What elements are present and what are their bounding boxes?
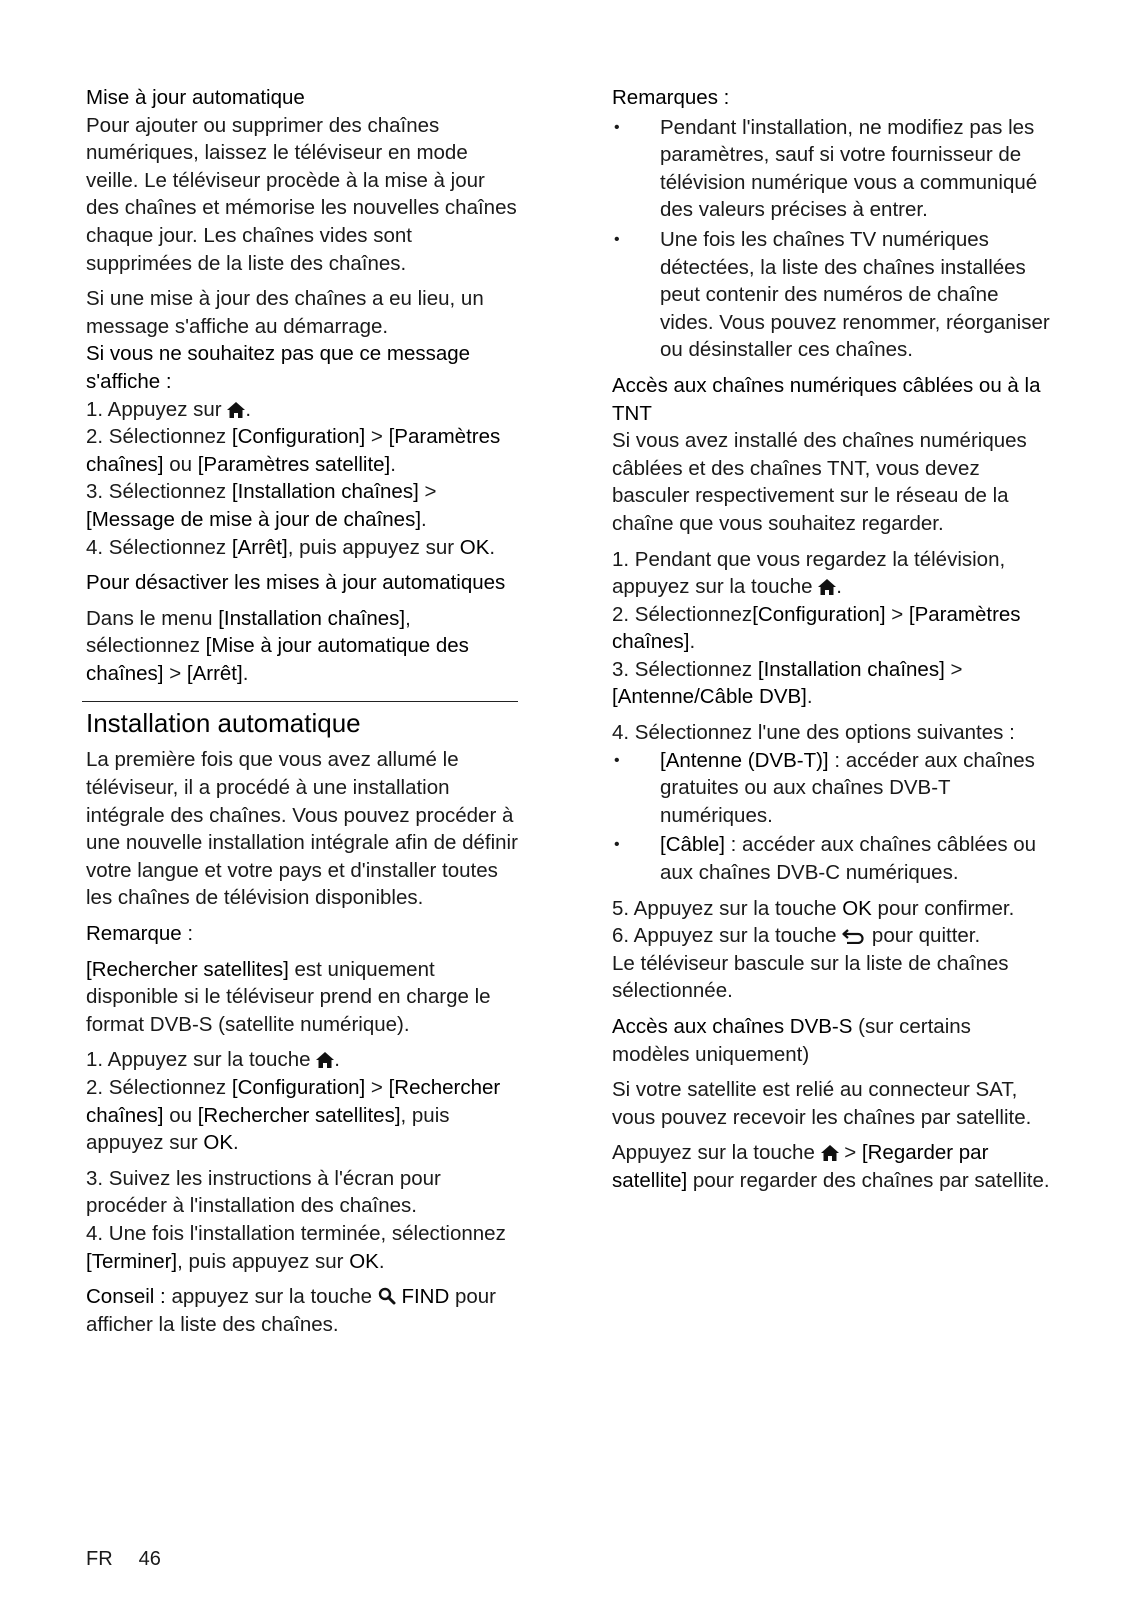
disable-heading: Pour désactiver les mises à jour automatiques (86, 571, 506, 595)
left-column (86, 84, 518, 1346)
cable-step-5: 5. Appuyez sur la touche OK pour confirmer. (612, 896, 1015, 920)
step-1: 1. Appuyez sur . (86, 397, 252, 421)
search-icon (378, 1287, 396, 1305)
home-icon (821, 1145, 839, 1161)
home-icon (818, 579, 836, 595)
language-code: FR (86, 1548, 113, 1570)
dvbs-paragraph-1: Si votre satellite est relié au connecteur SAT, vous pouvez recevoir les chaînes par satellite. (612, 1078, 1032, 1129)
auto-update-paragraph-1: Pour ajouter ou supprimer des chaînes numériques, laissez le téléviseur en mode veille. Le téléviseur procède à la mise à jour des chaînes et mémorise les nouvelles chaînes chaque jour. Les chaînes vides sont supprimées de la liste des chaînes. (86, 113, 517, 275)
cable-step-2: 2. Sélectionnez[Configuration] > [Paramètres chaînes]. (612, 602, 1021, 654)
disable-paragraph: Dans le menu [Installation chaînes], sélectionnez [Mise à jour automatique des chaînes] > [Arrêt]. (86, 606, 469, 685)
remarks-heading: Remarques : (612, 86, 730, 109)
cable-step-4: 4. Sélectionnez l'une des options suivantes : (612, 721, 1015, 745)
tip-paragraph: Conseil : appuyez sur la touche FIND pour afficher la liste des chaînes. (86, 1285, 496, 1336)
list-item: • Pendant l'installation, ne modifiez pas les paramètres, sauf si votre fournisseur de télévision numérique vous a communiqué des valeurs précises à entrer. (612, 114, 1050, 224)
list-item: • [Antenne (DVB-T)] : accéder aux chaînes gratuites ou aux chaînes DVB-T numériques. (612, 747, 1050, 830)
auto-update-heading: Mise à jour automatique (86, 86, 305, 109)
auto-update-paragraph-2: Si une mise à jour des chaînes a eu lieu, un message s'affiche au démarrage. (86, 287, 484, 338)
step-3: 3. Sélectionnez [Installation chaînes] > [Message de mise à jour de chaînes]. (86, 480, 437, 531)
section-divider (82, 701, 518, 702)
remarks-list (612, 114, 1050, 364)
back-icon (842, 928, 866, 944)
options-list (612, 747, 1050, 887)
remark-line: Remarque : (86, 922, 194, 946)
install-step-3: 3. Suivez les instructions à l'écran pour procéder à l'installation des chaînes. (86, 1166, 441, 1218)
right-column (612, 84, 1050, 1203)
cable-step-1: 1. Pendant que vous regardez la télévision, appuyez sur la touche . (612, 547, 1006, 599)
page-footer (86, 1548, 187, 1571)
install-step-2: 2. Sélectionnez [Configuration] > [Rechercher chaînes] ou [Rechercher satellites], puis appuyez sur OK. (86, 1076, 501, 1155)
search-sat-note: [Rechercher satellites] est uniquement disponible si le téléviseur prend en charge le format DVB-S (satellite numérique). (86, 957, 491, 1036)
page-number: 46 (138, 1548, 161, 1570)
list-item: • [Câble] : accéder aux chaînes câblées ou aux chaînes DVB-C numériques. (612, 831, 1050, 886)
step-4: 4. Sélectionnez [Arrêt], puis appuyez sur OK. (86, 535, 496, 559)
install-step-1: 1. Appuyez sur la touche . (86, 1048, 340, 1072)
install-title: Installation automatique (86, 708, 361, 739)
install-step-4: 4. Une fois l'installation terminée, sélectionnez [Terminer], puis appuyez sur OK. (86, 1221, 506, 1273)
cable-step-6-result: Le téléviseur bascule sur la liste de chaînes sélectionnée. (612, 951, 1009, 1003)
install-paragraph: La première fois que vous avez allumé le téléviseur, il a procédé à une installation intégrale des chaînes. Vous pouvez procéder à une nouvelle installation intégrale afin de définir votre langue et votre pays et d'installer toutes les chaînes de télévision disponibles. (86, 748, 518, 910)
cable-paragraph: Si vous avez installé des chaînes numériques câblées et des chaînes TNT, vous devez basculer respectivement sur le réseau de la chaîne que vous souhaitez regarder. (612, 429, 1027, 535)
home-icon (316, 1052, 334, 1068)
cable-heading: Accès aux chaînes numériques câblées ou à la TNT (612, 373, 1041, 425)
dvbs-heading: Accès aux chaînes DVB-S (sur certains modèles uniquement) (612, 1015, 971, 1066)
home-icon (227, 402, 245, 418)
step-2: 2. Sélectionnez [Configuration] > [Paramètres chaînes] ou [Paramètres satellite]. (86, 425, 501, 476)
cable-step-3: 3. Sélectionnez [Installation chaînes] > [Antenne/Câble DVB]. (612, 657, 963, 709)
no-message-heading: Si vous ne souhaitez pas que ce message s'affiche : (86, 342, 471, 393)
list-item: • Une fois les chaînes TV numériques détectées, la liste des chaînes installées peut contenir des numéros de chaîne vides. Vous pouvez renommer, réorganiser ou désinstaller ces chaînes. (612, 226, 1050, 364)
dvbs-paragraph-2: Appuyez sur la touche > [Regarder par satellite] pour regarder des chaînes par satellite. (612, 1141, 1050, 1192)
cable-step-6: 6. Appuyez sur la touche pour quitter. (612, 924, 981, 948)
